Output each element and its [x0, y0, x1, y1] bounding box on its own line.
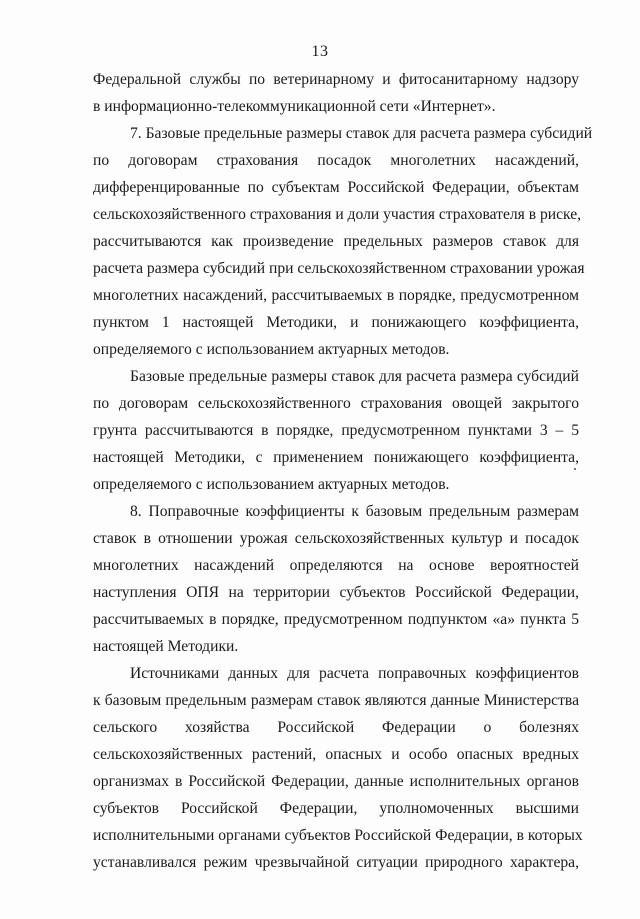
text-line: сельскохозяйственного страхования и доли участия страхователя в риске,: [93, 206, 582, 223]
text-line: сельского хозяйства Российской Федерации о болезнях: [93, 719, 579, 736]
text-line: многолетних насаждений, рассчитываемых в порядке, предусмотренном: [93, 287, 579, 304]
text-line: по договорам сельскохозяйственного страхования овощей закрытого: [93, 395, 579, 412]
text-line: рассчитываемых в порядке, предусмотренном подпунктом «а» пункта 5: [93, 611, 579, 628]
text-line: 7. Базовые предельные размеры ставок для расчета размера субсидий: [130, 125, 593, 142]
text-line: определяемого с использованием актуарных методов.: [93, 476, 450, 493]
paragraph: [93, 66, 579, 120]
text-line: субъектов Российской Федерации, уполномоченных высшими: [93, 800, 579, 817]
text-line: дифференцированные по субъектам Российской Федерации, объектам: [93, 179, 579, 196]
page-number: 13: [311, 43, 329, 60]
body-text: [93, 66, 593, 876]
text-line: Федеральной службы по ветеринарному и фитосанитарному надзору: [93, 71, 579, 88]
text-line: в информационно-телекоммуникационной сети «Интернет».: [93, 98, 496, 115]
scan-speck: [574, 468, 576, 470]
text-line: определяемого с использованием актуарных методов.: [93, 341, 450, 358]
text-line: настоящей Методики, с применением понижающего коэффициента,: [93, 449, 579, 466]
text-line: настоящей Методики.: [93, 638, 239, 655]
text-line: многолетних насаждений определяются на основе вероятностей: [93, 557, 579, 574]
text-line: пунктом 1 настоящей Методики, и понижающего коэффициента,: [93, 314, 579, 331]
paragraph: [93, 120, 593, 363]
text-line: Источниками данных для расчета поправочных коэффициентов: [130, 665, 579, 682]
paragraph: [93, 498, 579, 660]
text-line: организмах в Российской Федерации, данные исполнительных органов: [93, 773, 579, 790]
text-line: к базовым предельным размерам ставок являются данные Министерства: [93, 692, 579, 709]
paragraph: [93, 363, 579, 498]
text-line: наступления ОПЯ на территории субъектов Российской Федерации,: [93, 584, 579, 601]
text-line: расчета размера субсидий при сельскохозяйственном страховании урожая: [93, 260, 585, 277]
text-line: грунта рассчитываются в порядке, предусмотренном пунктами 3 – 5: [93, 422, 579, 439]
text-line: Базовые предельные размеры ставок для расчета размера субсидий: [130, 368, 579, 385]
text-line: сельскохозяйственных растений, опасных и особо опасных вредных: [93, 746, 579, 763]
text-line: исполнительными органами субъектов Российской Федерации, в которых: [93, 827, 583, 844]
text-line: ставок в отношении урожая сельскохозяйственных культур и посадок: [93, 530, 579, 547]
text-line: устанавливался режим чрезвычайной ситуации природного характера,: [93, 854, 579, 871]
text-line: рассчитываются как произведение предельных размеров ставок для: [93, 233, 579, 250]
text-line: по договорам страхования посадок многолетних насаждений,: [93, 152, 579, 169]
paragraph: [93, 660, 583, 876]
text-line: 8. Поправочные коэффициенты к базовым предельным размерам: [130, 503, 579, 520]
